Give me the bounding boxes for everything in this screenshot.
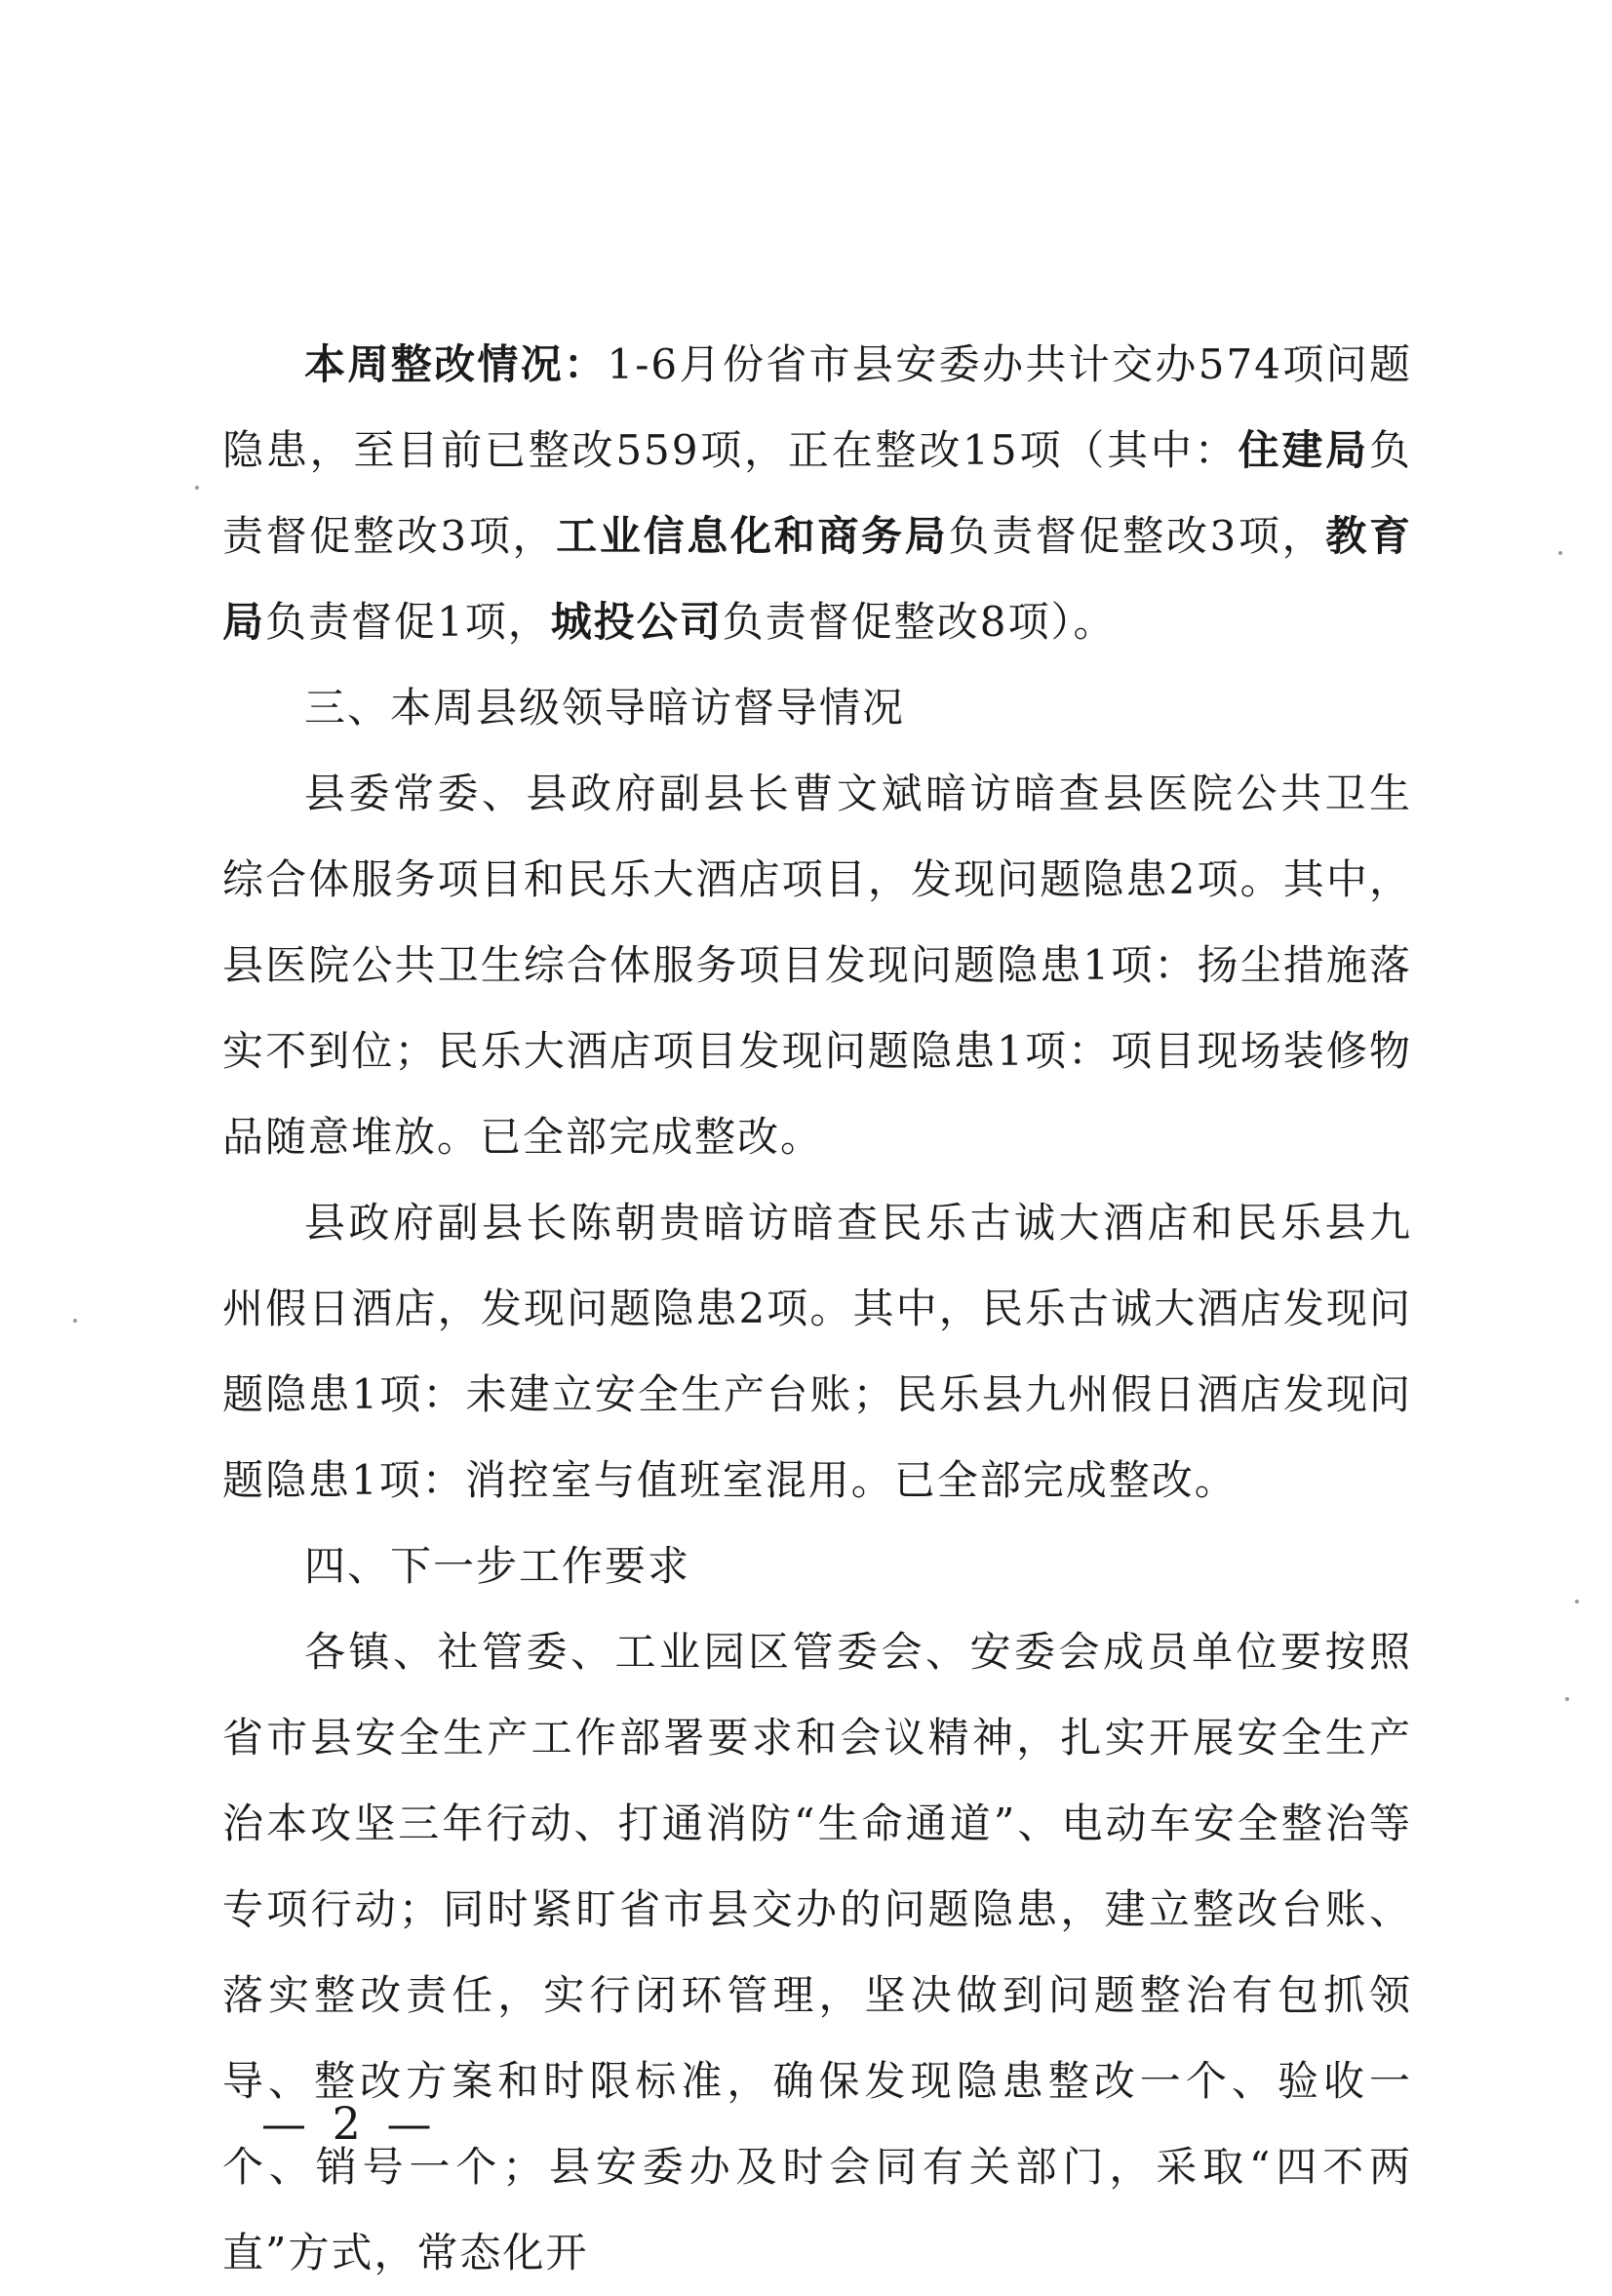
scan-speck bbox=[1575, 1600, 1579, 1603]
scan-speck bbox=[1565, 1697, 1569, 1701]
page-number: — 2 — bbox=[261, 2097, 438, 2150]
scan-speck bbox=[73, 1319, 77, 1323]
rectification-text-3: 负责督促整改3项， bbox=[948, 512, 1326, 560]
document-body bbox=[222, 322, 1412, 2296]
inspection-paragraph-1: 县委常委、县政府副县长曹文斌暗访暗查县医院公共卫生综合体服务项目和民乐大酒店项目，发现问题隐患2项。其中，县医院公共卫生综合体服务项目发现问题隐患1项：扬尘措施落实不到位；民乐大酒店项目发现问题隐患1项：项目现场装修物品随意堆放。已全部完成整改。 bbox=[222, 770, 1412, 1161]
inspection-paragraph-2: 县政府副县长陈朝贵暗访暗查民乐古诚大酒店和民乐县九州假日酒店，发现问题隐患2项。其中，民乐古诚大酒店发现问题隐患1项：未建立安全生产台账；民乐县九州假日酒店发现问题隐患1项：消控室与值班室混用。已全部完成整改。 bbox=[222, 1199, 1412, 1504]
requirements-paragraph: 各镇、社管委、工业园区管委会、安委会成员单位要按照省市县安全生产工作部署要求和会议精神，扎实开展安全生产治本攻坚三年行动、打通消防“生命通道”、电动车安全整治等专项行动；同时紧盯省市县交办的问题隐患，建立整改台账、落实整改责任，实行闭环管理，坚决做到问题整治有包抓领导、整改方案和时限标准，确保发现隐患整改一个、验收一个、销号一个；县安委办及时会同有关部门，采取“四不两直”方式，常态化开 bbox=[222, 1628, 1412, 2276]
industry-bureau: 工业信息化和商务局 bbox=[556, 512, 949, 560]
rectification-text-5: 负责督促整改8项）。 bbox=[722, 598, 1117, 646]
rectification-text-2: 负责督促整改3项， bbox=[222, 426, 1412, 560]
urban-investment-company: 城投公司 bbox=[550, 598, 723, 646]
scan-speck bbox=[195, 486, 199, 490]
education-bureau: 教育局 bbox=[222, 512, 1412, 646]
rectification-text-4: 负责督促1项， bbox=[265, 598, 551, 646]
housing-bureau: 住建局 bbox=[1238, 426, 1369, 474]
rectification-text-1: 1-6月份省市县安委办共计交办574项问题隐患，至目前已整改559项，正在整改15项（其中： bbox=[222, 340, 1412, 474]
scan-speck bbox=[1558, 551, 1562, 555]
section-heading-3: 三、本周县级领导暗访督导情况 bbox=[304, 684, 906, 732]
section-heading-4: 四、下一步工作要求 bbox=[304, 1542, 691, 1590]
rectification-lead: 本周整改情况： bbox=[304, 340, 608, 388]
rectification-paragraph bbox=[222, 322, 1412, 665]
